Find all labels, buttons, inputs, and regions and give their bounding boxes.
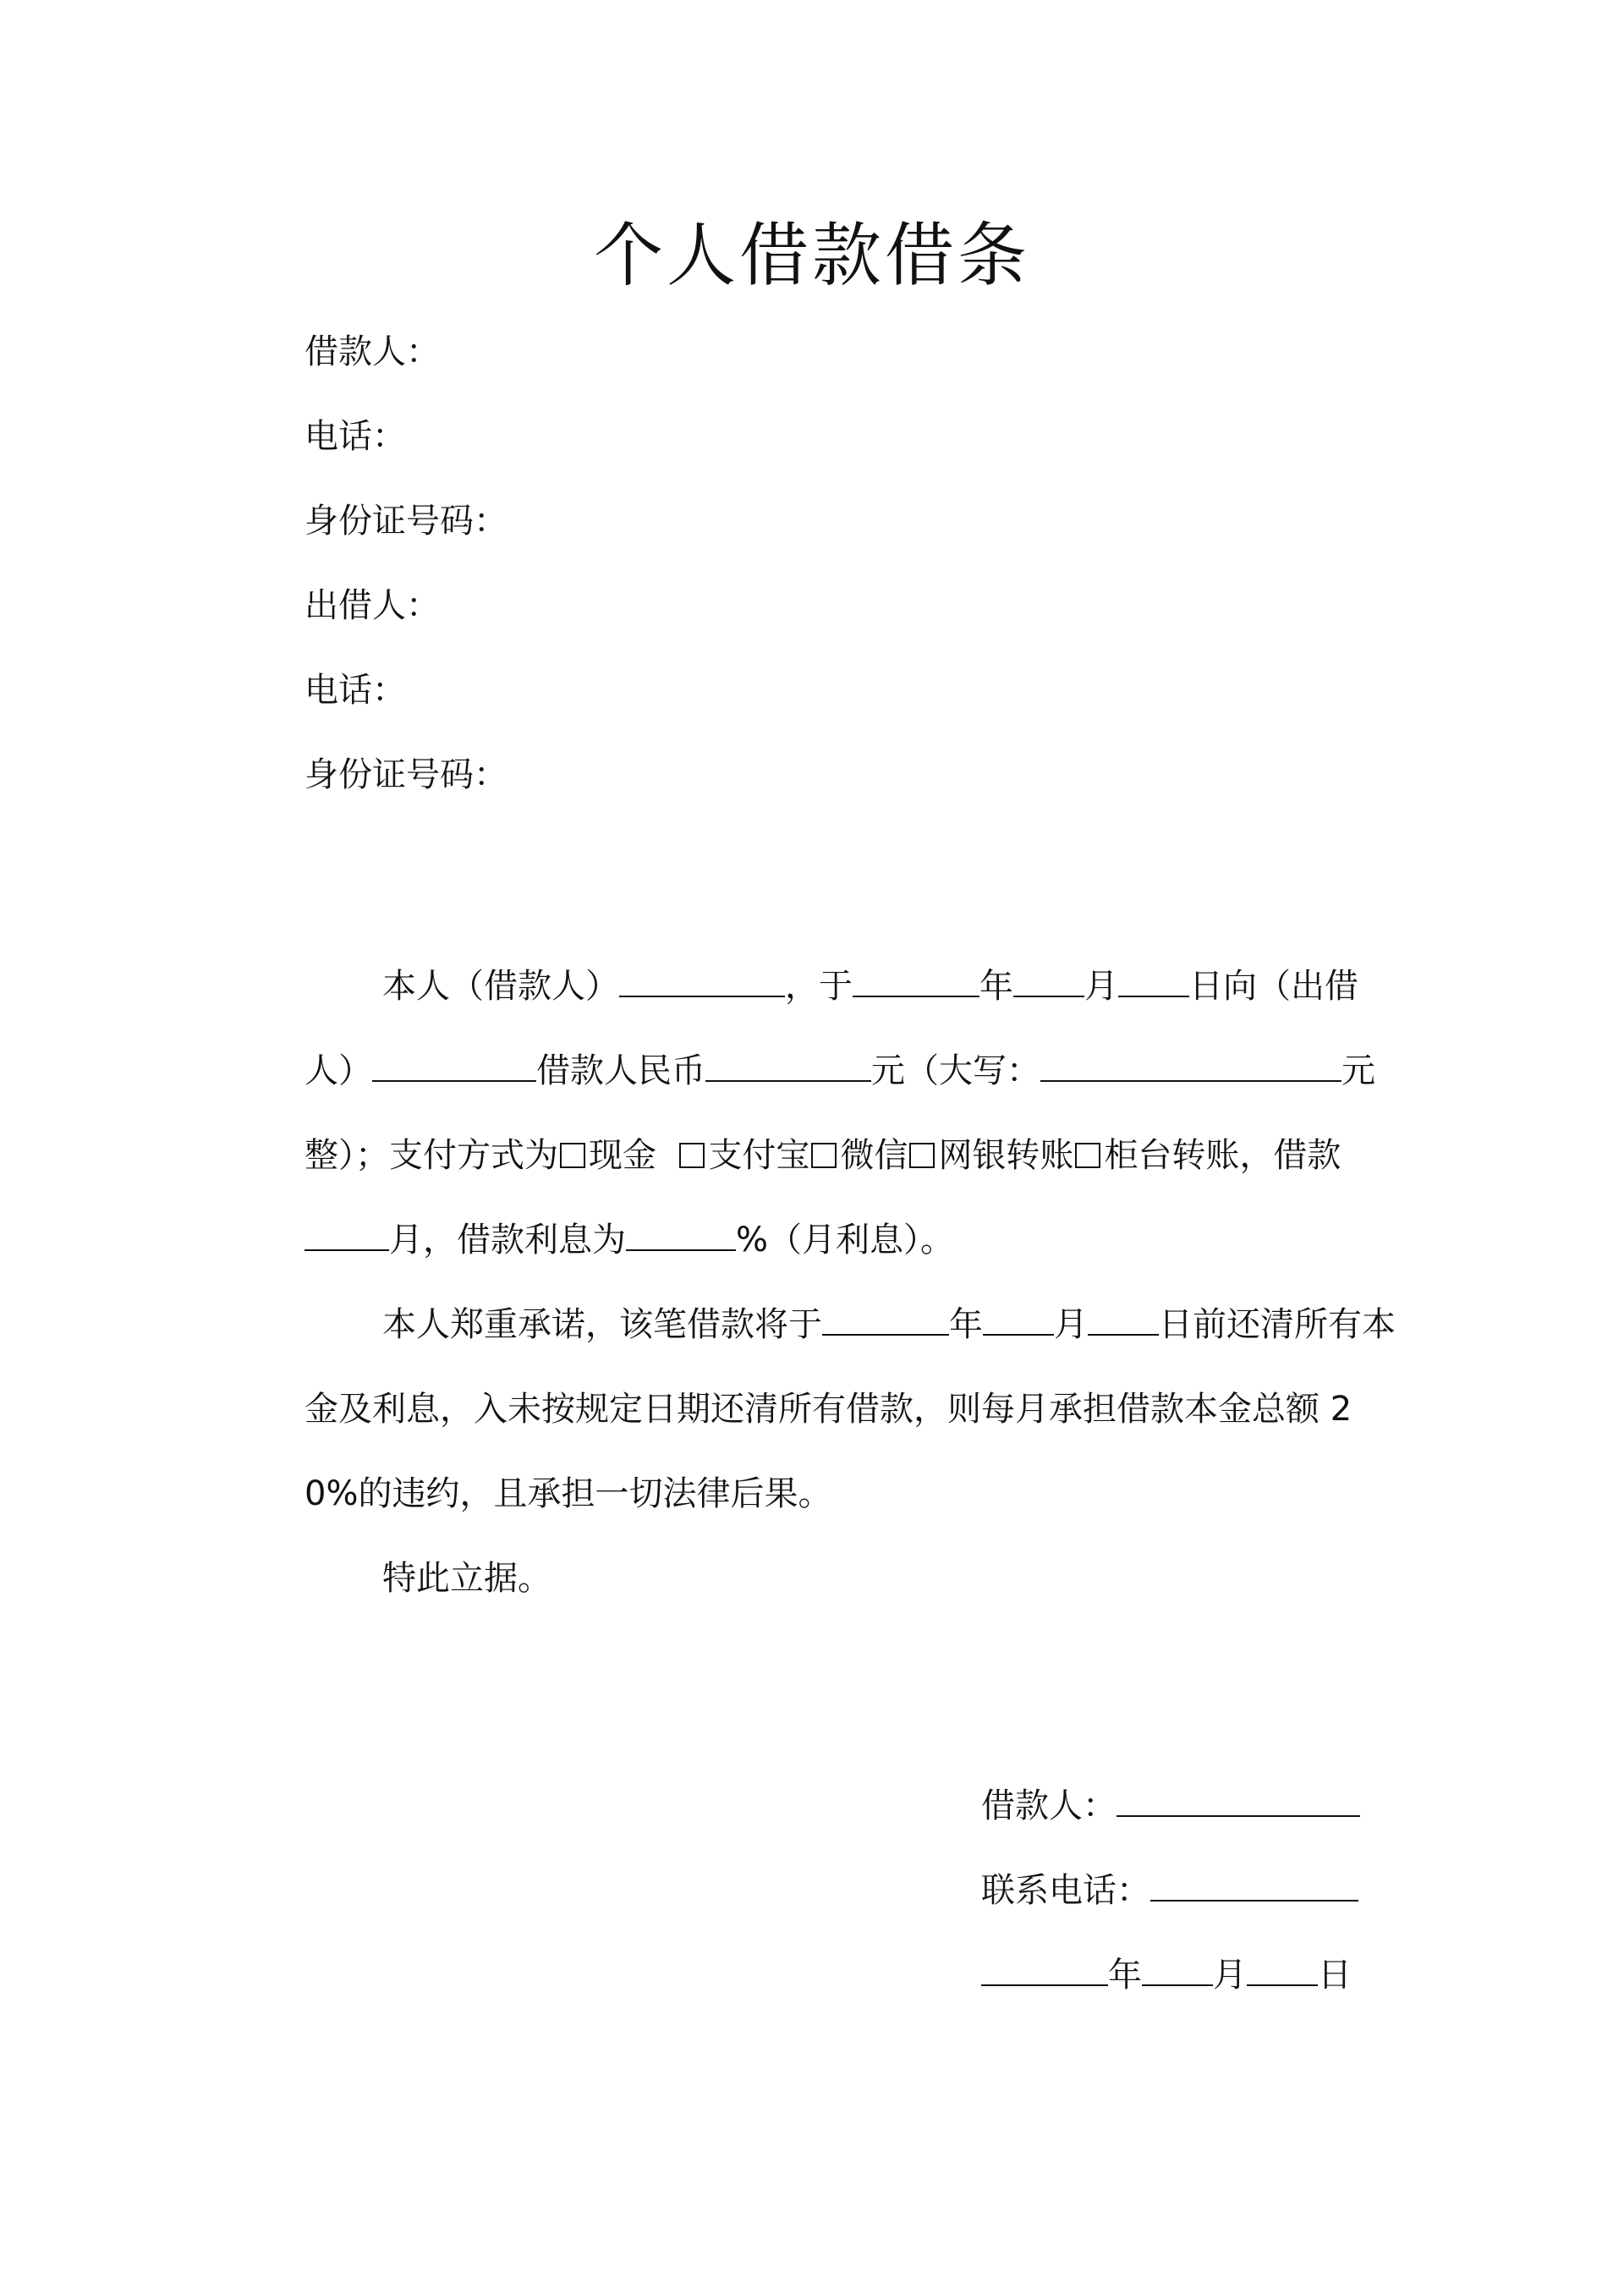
signature-day-label: 日	[1318, 1956, 1352, 1995]
text-yuan-capital: 元（大写：	[871, 1051, 1040, 1090]
borrower-id-label: 身份证号码：	[304, 502, 508, 541]
text-borrow-rmb: 借款人民币	[536, 1051, 705, 1090]
text-monthly-interest: %（月利息）。	[736, 1221, 955, 1260]
borrower-name-blank	[619, 965, 785, 997]
cash-checkbox[interactable]	[560, 1143, 585, 1168]
party-info	[304, 332, 1404, 839]
option-bank-transfer: 网银转账	[938, 1136, 1074, 1175]
alipay-checkbox[interactable]	[679, 1143, 705, 1168]
text-repay-terms: 日前还清所有本金及利息，入未按规定日期还清所有借款，则每月承担借款本金总额 20%的违约，且承担一切法律后果。	[304, 1305, 1396, 1513]
option-cash: 现金	[589, 1136, 656, 1175]
signature-phone-blank	[1150, 1869, 1358, 1902]
lender-id-label: 身份证号码：	[304, 755, 508, 794]
repay-month-blank	[983, 1303, 1054, 1336]
wechat-checkbox[interactable]	[811, 1143, 837, 1168]
bank-transfer-checkbox[interactable]	[909, 1143, 935, 1168]
signature-year-label: 年	[1108, 1956, 1142, 1995]
option-wechat: 微信	[840, 1136, 908, 1175]
interest-rate-blank	[626, 1219, 736, 1251]
lender-phone-label: 电话：	[304, 671, 406, 710]
loan-term-blank	[304, 1219, 389, 1251]
signature-month-blank	[1142, 1954, 1213, 1986]
lender-label: 出借人：	[304, 586, 440, 625]
signature-date-row	[981, 1954, 1404, 2039]
loan-day-blank	[1118, 965, 1189, 997]
borrower-label: 借款人：	[304, 332, 440, 371]
signature-month-label: 月	[1213, 1956, 1247, 1995]
repay-year-blank	[822, 1303, 949, 1336]
loan-year-blank	[853, 965, 979, 997]
text-at: ，于	[785, 967, 853, 1006]
text-promise: 本人郑重承诺，该笔借款将于	[382, 1305, 822, 1344]
signature-year-blank	[981, 1954, 1108, 1986]
option-counter-transfer: 柜台转账	[1104, 1136, 1240, 1175]
signature-block	[981, 1785, 1404, 2039]
text-to-lender: 日向（出借人）	[304, 967, 1358, 1090]
text-loan-term: ，借款	[1239, 1136, 1341, 1175]
closing-paragraph: 特此立据。	[382, 1559, 551, 1598]
signature-borrower-blank	[1116, 1785, 1360, 1817]
signature-phone-label: 联系电话：	[981, 1871, 1150, 1910]
text-year: 年	[979, 967, 1013, 1006]
text-repay-year: 年	[949, 1305, 983, 1344]
loan-month-blank	[1013, 965, 1084, 997]
text-repay-month: 月	[1054, 1305, 1088, 1344]
signature-borrower-row	[981, 1785, 1404, 1869]
repay-day-blank	[1088, 1303, 1159, 1336]
lender-name-blank	[372, 1050, 536, 1082]
text-payment-method: 元整）；支付方式为	[304, 1051, 1375, 1175]
option-alipay: 支付宝	[708, 1136, 810, 1175]
signature-borrower-label: 借款人：	[981, 1786, 1116, 1825]
text-interest-rate: 月，借款利息为	[389, 1221, 626, 1260]
text-borrower-self: 本人（借款人）	[382, 967, 619, 1006]
document-title: 个人借款借条	[593, 216, 1030, 296]
repayment-paragraph	[304, 1282, 1401, 1536]
amount-blank	[705, 1050, 871, 1082]
borrower-phone-label: 电话：	[304, 417, 406, 456]
loan-terms	[304, 944, 1401, 1621]
loan-paragraph	[304, 944, 1401, 1282]
signature-day-blank	[1247, 1954, 1318, 1986]
text-month: 月	[1084, 967, 1118, 1006]
counter-transfer-checkbox[interactable]	[1075, 1143, 1100, 1168]
signature-phone-row	[981, 1869, 1404, 1954]
amount-capital-blank	[1040, 1050, 1341, 1082]
